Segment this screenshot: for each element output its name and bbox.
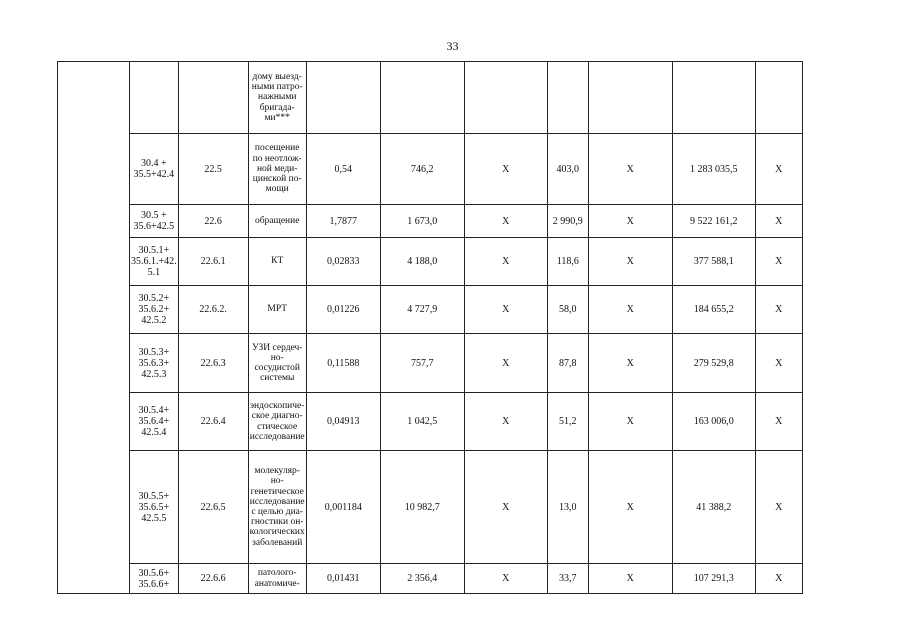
cell-norm: 2 356,4 [380, 564, 464, 594]
cell-vol: 403,0 [547, 134, 588, 205]
cell-coef: 0,02833 [306, 238, 380, 286]
table-row [58, 334, 803, 393]
cell-name: МРТ [248, 286, 306, 334]
cell-x1: Х [464, 451, 547, 564]
cell-x2 [588, 62, 672, 134]
cell-num: 22.6.4 [178, 393, 248, 451]
cell-x1: Х [464, 134, 547, 205]
table-row [58, 564, 803, 594]
cell-x1: Х [464, 393, 547, 451]
table-row [58, 393, 803, 451]
table-row [58, 238, 803, 286]
cell-x2: Х [588, 393, 672, 451]
cell-x1: Х [464, 286, 547, 334]
cell-x1: Х [464, 238, 547, 286]
cell-name: дому выезд-ными патро-нажными бригада-ми*** [248, 62, 306, 134]
cell-sum: 107 291,3 [672, 564, 755, 594]
cell-vol [547, 62, 588, 134]
cell-coef [306, 62, 380, 134]
cell-vol: 118,6 [547, 238, 588, 286]
cell-x2: Х [588, 334, 672, 393]
cell-x1: Х [464, 334, 547, 393]
cell-norm: 1 042,5 [380, 393, 464, 451]
cell-x3: Х [755, 134, 802, 205]
cell-coef: 1,7877 [306, 205, 380, 238]
cell-vol: 87,8 [547, 334, 588, 393]
cell-sum: 163 006,0 [672, 393, 755, 451]
cell-num: 22.6.3 [178, 334, 248, 393]
cell-sum: 377 588,1 [672, 238, 755, 286]
cell-vol: 2 990,9 [547, 205, 588, 238]
cell-vol: 13,0 [547, 451, 588, 564]
cell-norm [380, 62, 464, 134]
data-table [57, 61, 803, 594]
cell-x3 [755, 62, 802, 134]
cell-norm: 757,7 [380, 334, 464, 393]
page-number: 33 [446, 39, 459, 53]
cell-norm: 746,2 [380, 134, 464, 205]
cell-vol: 58,0 [547, 286, 588, 334]
cell-x2: Х [588, 451, 672, 564]
cell-name: посещение по неотлож-ной меди-цинской по-мощи [248, 134, 306, 205]
cell-code: 30.5.4+ 35.6.4+ 42.5.4 [130, 393, 179, 451]
cell-norm: 4 188,0 [380, 238, 464, 286]
cell-x3: Х [755, 205, 802, 238]
table-row [58, 62, 803, 134]
cell-x2: Х [588, 238, 672, 286]
cell-sum: 184 655,2 [672, 286, 755, 334]
cell-x2: Х [588, 205, 672, 238]
cell-code: 30.5.1+ 35.6.1.+42. 5.1 [130, 238, 179, 286]
cell-code: 30.5.5+ 35.6.5+ 42.5.5 [130, 451, 179, 564]
cell-x3: Х [755, 334, 802, 393]
cell-coef: 0,54 [306, 134, 380, 205]
cell-code: 30.5.6+ 35.6.6+ [130, 564, 179, 594]
cell-num [178, 62, 248, 134]
cell-x2: Х [588, 564, 672, 594]
cell-x3: Х [755, 564, 802, 594]
cell-name: молекуляр-но-генетическое исследование с целью диа-гностики он-кологических заболеваний [248, 451, 306, 564]
table-row [58, 286, 803, 334]
cell-x2: Х [588, 286, 672, 334]
cell-coef: 0,01431 [306, 564, 380, 594]
cell-name: патолого-анатомиче- [248, 564, 306, 594]
cell-coef: 0,01226 [306, 286, 380, 334]
cell-num: 22.6.2. [178, 286, 248, 334]
cell-x3: Х [755, 286, 802, 334]
cell-code [130, 62, 179, 134]
cell-norm: 4 727,9 [380, 286, 464, 334]
cell-sum: 9 522 161,2 [672, 205, 755, 238]
cell-x3: Х [755, 238, 802, 286]
cell-sum: 1 283 035,5 [672, 134, 755, 205]
cell-num: 22.6.5 [178, 451, 248, 564]
cell-x3: Х [755, 393, 802, 451]
table-row [58, 134, 803, 205]
cell-name: эндоскопиче-ское диагно-стическое исследование [248, 393, 306, 451]
cell-x2: Х [588, 134, 672, 205]
cell-x1: Х [464, 205, 547, 238]
cell-x3: Х [755, 451, 802, 564]
cell-norm: 1 673,0 [380, 205, 464, 238]
cell-norm: 10 982,7 [380, 451, 464, 564]
cell-coef: 0,11588 [306, 334, 380, 393]
cell-name: обращение [248, 205, 306, 238]
cell-num: 22.5 [178, 134, 248, 205]
table-row [58, 451, 803, 564]
cell-num: 22.6.6 [178, 564, 248, 594]
cell-name: УЗИ сердеч-но-сосудистой системы [248, 334, 306, 393]
cell-coef: 0,04913 [306, 393, 380, 451]
cell-name: КТ [248, 238, 306, 286]
empty-column-cell [58, 62, 130, 594]
cell-coef: 0,001184 [306, 451, 380, 564]
cell-sum: 41 388,2 [672, 451, 755, 564]
cell-x1 [464, 62, 547, 134]
cell-code: 30.4 + 35.5+42.4 [130, 134, 179, 205]
cell-sum: 279 529,8 [672, 334, 755, 393]
cell-code: 30.5 + 35.6+42.5 [130, 205, 179, 238]
cell-vol: 33,7 [547, 564, 588, 594]
cell-num: 22.6 [178, 205, 248, 238]
cell-sum [672, 62, 755, 134]
table-row [58, 205, 803, 238]
cell-num: 22.6.1 [178, 238, 248, 286]
cell-x1: Х [464, 564, 547, 594]
cell-code: 30.5.2+ 35.6.2+ 42.5.2 [130, 286, 179, 334]
cell-code: 30.5.3+ 35.6.3+ 42.5.3 [130, 334, 179, 393]
cell-vol: 51,2 [547, 393, 588, 451]
